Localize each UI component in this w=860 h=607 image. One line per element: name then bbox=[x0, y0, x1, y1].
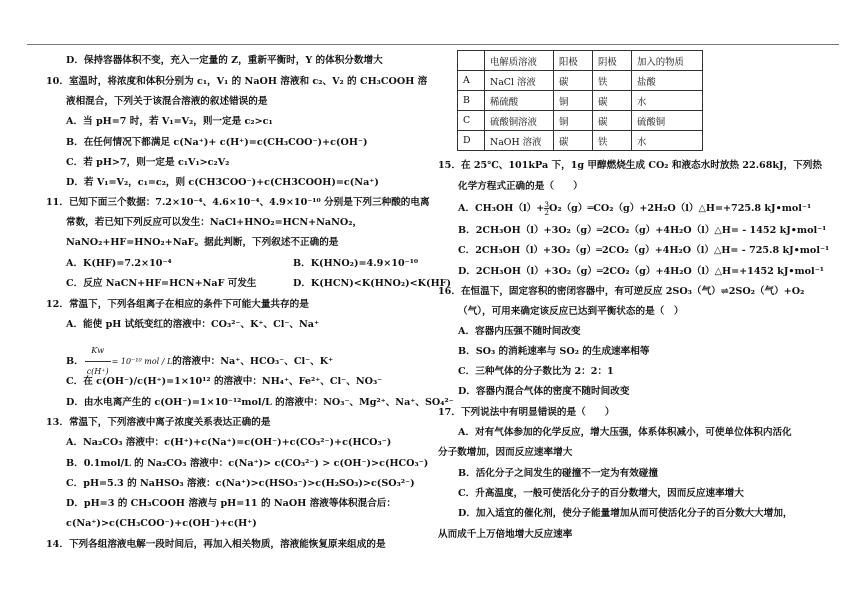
q13-option-c: C．pH=5.3 的 NaHSO₃ 溶液：c(Na⁺)>c(HSO₃⁻)>c(H₂SO₃)>c(SO₃²⁻) bbox=[66, 478, 415, 489]
q10-option-d: D．若 V₁=V₂，c₁=c₂，则 c(CH3COO⁻)+c(CH3COOH)=c(Na⁺) bbox=[66, 177, 379, 188]
q12-option-c: C．在 c(OH⁻)/c(H⁺)=1×10¹² 的溶液中：NH₄⁺、Fe²⁺、Cl⁻、NO₃⁻ bbox=[66, 376, 383, 387]
q10-option-c: C．若 pH>7，则一定是 c₁V₁>c₂V₂ bbox=[66, 157, 230, 168]
table-cell: 硫酸铜 bbox=[632, 111, 703, 131]
q12-option-d: D．由水电离产生的 c(OH⁻)=1×10⁻¹²mol/L 的溶液中：NO₃⁻、Mg²⁺、Na⁺、SO₄²⁻ bbox=[66, 397, 454, 408]
table-row bbox=[458, 91, 703, 111]
q16-option-d: D．容器内混合气体的密度不随时间改变 bbox=[458, 386, 630, 397]
q11-option-b: B．K(HNO₂)=4.9×10⁻¹⁰ bbox=[293, 258, 419, 269]
table-cell: 水 bbox=[632, 91, 703, 111]
q15-option-b: B．2CH₃OH（l）+3O₂（g）═2CO₂（g）+4H₂O（l）△H= - 1452 kJ•mol⁻¹ bbox=[458, 225, 827, 236]
q10-stem: 10．室温时，将浓度和体积分别为 c₁，V₁ 的 NaOH 溶液和 c₂、V₂ 的 CH₃COOH 溶 bbox=[46, 76, 428, 87]
q17-stem: 17．下列说法中有明显错误的是（ ） bbox=[438, 407, 615, 418]
table-cell: 碳 bbox=[593, 111, 632, 131]
table-header-cell: 阳极 bbox=[554, 51, 593, 71]
kw-denominator: c(H⁺) bbox=[86, 367, 109, 376]
table-header-cell bbox=[458, 51, 485, 71]
q16-stem: 16．在恒温下，固定容积的密闭容器中，有可逆反应 2SO₃（气）⇌2SO₂（气）+O₂ bbox=[438, 286, 805, 297]
q15-option-d: D．2CH₃OH（l）+3O₂（g）═2CO₂（g）+4H₂O（l）△H=+1452 kJ•mol⁻¹ bbox=[458, 266, 824, 277]
table-header-cell: 阴极 bbox=[593, 51, 632, 71]
q17-option-a-cont: 分子数增加，因而反应速率增大 bbox=[438, 447, 573, 458]
q17-option-d: D．加入适宜的催化剂，使分子能量增加从而可使活化分子的百分数大大增加， bbox=[458, 508, 793, 519]
table-cell: 硫酸铜溶液 bbox=[485, 111, 554, 131]
q11-stem-cont2: NaNO₂+HF=HNO₂+NaF。据此判断，下列叙述不正确的是 bbox=[66, 237, 339, 248]
q17-option-a: A．对有气体参加的化学反应，增大压强，体系体积减小，可使单位体积内活化 bbox=[458, 427, 792, 438]
table-cell: 铁 bbox=[593, 71, 632, 91]
table-row bbox=[458, 71, 703, 91]
q16-option-c: C．三种气体的分子数比为 2：2：1 bbox=[458, 366, 614, 377]
q11-option-c: C．反应 NaCN+HF=HCN+NaF 可发生 bbox=[66, 278, 257, 289]
q12-option-b-suffix: 的溶液中：Na⁺、HCO₃⁻、Cl⁻、K⁺ bbox=[172, 356, 334, 367]
table-cell: 水 bbox=[632, 131, 703, 151]
q16-option-b: B．SO₃ 的消耗速率与 SO₂ 的生成速率相等 bbox=[458, 346, 650, 357]
table-cell: D bbox=[458, 131, 485, 151]
q17-option-b: B．活化分子之间发生的碰撞不一定为有效碰撞 bbox=[458, 468, 658, 479]
table-cell: 碳 bbox=[593, 91, 632, 111]
table-row bbox=[458, 131, 703, 151]
table-header-row bbox=[458, 51, 703, 71]
q13-option-b: B．0.1mol/L 的 Na₂CO₃ 溶液中：c(Na⁺)> c(CO₃²⁻) > c(OH⁻)>c(HCO₃⁻) bbox=[66, 458, 429, 469]
kw-numerator: Kw bbox=[85, 341, 111, 362]
q17-option-c: C．升高温度，一般可使活化分子的百分数增大，因而反应速率增大 bbox=[458, 488, 744, 499]
fraction-numerator: 3 bbox=[544, 200, 550, 209]
table-cell: 碳 bbox=[554, 71, 593, 91]
q11-option-d: D．K(HCN)<K(HNO₂)<K(HF) bbox=[293, 278, 451, 289]
q12-option-b-prefix: B． bbox=[66, 356, 84, 367]
q16-stem-cont: （气），可用来确定该反应已达到平衡状态的是（ ） bbox=[458, 306, 684, 317]
q9-option-d: D．保持容器体积不变，充入一定量的 Z，重新平衡时，Y 的体积分数增大 bbox=[66, 55, 383, 66]
q13-stem: 13．常温下，下列溶液中离子浓度关系表达正确的是 bbox=[46, 417, 271, 428]
table-cell: 稀硫酸 bbox=[485, 91, 554, 111]
table-cell: 铜 bbox=[554, 91, 593, 111]
fraction-denominator: 2 bbox=[544, 208, 550, 217]
q15-option-a-pre: A．CH₃OH（l）+ bbox=[458, 203, 545, 214]
table-cell: 铜 bbox=[554, 111, 593, 131]
table-cell: 铁 bbox=[593, 131, 632, 151]
electrolysis-table bbox=[457, 50, 703, 151]
q12-stem: 12．常温下，下列各组离子在相应的条件下可能大量共存的是 bbox=[46, 299, 309, 310]
q10-option-b: B．在任何情况下都满足 c(Na⁺)+ c(H⁺)=c(CH₃COO⁻)+c(OH⁻) bbox=[66, 137, 368, 148]
q13-option-a: A．Na₂CO₃ 溶液中：c(H⁺)+c(Na⁺)=c(OH⁻)+c(CO₃²⁻)+c(HCO₃⁻) bbox=[66, 437, 392, 448]
table-row bbox=[458, 111, 703, 131]
q11-stem: 11．已知下面三个数据：7.2×10⁻⁴、4.6×10⁻⁴、4.9×10⁻¹⁰ 分别是下列三种酸的电离 bbox=[46, 197, 430, 208]
table-cell: NaCl 溶液 bbox=[485, 71, 554, 91]
q10-stem-cont: 液相混合，下列关于该混合溶液的叙述错误的是 bbox=[66, 96, 268, 107]
kw-equation: = 10⁻¹⁰ mol / L bbox=[111, 357, 173, 366]
q15-stem: 15．在 25℃、101kPa 下，1g 甲醇燃烧生成 CO₂ 和液态水时放热 22.68kJ，下列热 bbox=[438, 160, 822, 171]
table-cell: 盐酸 bbox=[632, 71, 703, 91]
q14-stem: 14．下列各组溶液电解一段时间后，再加入相关物质，溶液能恢复原来组成的是 bbox=[46, 539, 386, 550]
q15-option-c: C．2CH₃OH（l）+3O₂（g）═2CO₂（g）+4H₂O（l）△H= - 725.8 kJ•mol⁻¹ bbox=[458, 245, 830, 256]
q11-option-a: A．K(HF)=7.2×10⁻⁴ bbox=[66, 258, 172, 269]
q16-option-a: A．容器内压强不随时间改变 bbox=[458, 326, 581, 337]
table-cell: NaOH 溶液 bbox=[485, 131, 554, 151]
q15-stem-cont: 化学方程式正确的是（ ） bbox=[458, 181, 583, 192]
table-cell: B bbox=[458, 91, 485, 111]
q15-option-a bbox=[458, 201, 811, 217]
table-header-cell: 电解质溶液 bbox=[485, 51, 554, 71]
table-cell: A bbox=[458, 71, 485, 91]
table-header-cell: 加入的物质 bbox=[632, 51, 703, 71]
q15-option-a-post: O₂（g）═CO₂（g）+2H₂O（l）△H=+725.8 kJ•mol⁻¹ bbox=[549, 203, 812, 214]
q13-option-d-cont: c(Na⁺)>c(CH₃COO⁻)+c(OH⁻)+c(H⁺) bbox=[66, 518, 257, 529]
header-rule bbox=[27, 44, 839, 45]
q13-option-d: D．pH=3 的 CH₃COOH 溶液与 pH=11 的 NaOH 溶液等体积混合后： bbox=[66, 498, 396, 509]
q10-option-a: A．当 pH=7 时，若 V₁=V₂，则一定是 c₂>c₁ bbox=[66, 116, 273, 127]
q11-stem-cont: 常数，若已知下列反应可以发生：NaCl+HNO₂=HCN+NaNO₂， bbox=[66, 217, 363, 228]
q17-option-d-cont: 从而成千上万倍地增大反应速率 bbox=[438, 529, 573, 540]
table-cell: 碳 bbox=[554, 131, 593, 151]
q12-option-a: A．能使 pH 试纸变红的溶液中：CO₃²⁻、K⁺、Cl⁻、Na⁺ bbox=[66, 319, 320, 330]
table-cell: C bbox=[458, 111, 485, 131]
